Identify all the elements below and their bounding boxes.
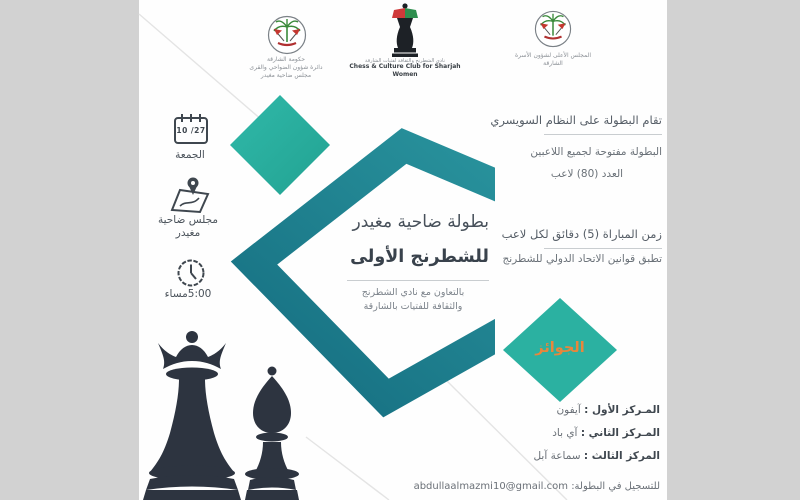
prize-third-label: المركز الثالث : xyxy=(583,450,660,462)
registration-line xyxy=(360,481,660,492)
left-logo-caption-2: دائرة شؤون الضواحي والقرى xyxy=(249,64,323,71)
clock-icon xyxy=(176,258,206,288)
rule-open-to-all: البطولة مفتوحة لجميع اللاعبين xyxy=(530,146,662,158)
prize-first-value: آيفون xyxy=(556,404,581,416)
prize-second-label: المـركز الثاني : xyxy=(580,427,660,439)
event-time: 5:00مساء xyxy=(164,288,212,300)
right-logo-caption-2: الشارقة xyxy=(543,60,563,67)
rules-divider-1 xyxy=(544,134,662,135)
center-logo-caption-ar: نادي الشطرنج والثقافة لفتيات الشارقة xyxy=(365,58,445,64)
venue-line1: مجلس ضاحية xyxy=(157,214,218,226)
tournament-title-line2: للشطرنج الأولى xyxy=(350,247,489,267)
sharjah-family-council-emblem-icon xyxy=(534,10,572,48)
sharjah-government-emblem-icon xyxy=(267,15,307,55)
chess-king-crown-icon xyxy=(382,2,428,58)
rule-swiss-system: تقام البطولة على النظام السويسري xyxy=(490,113,662,127)
title-subline1: بالتعاون مع نادي الشطرنج xyxy=(361,287,465,298)
rule-player-count: العدد (80) لاعب xyxy=(550,168,624,180)
left-logo-caption-1: حكومة الشارقة xyxy=(266,56,306,63)
title-divider xyxy=(347,280,489,281)
map-location-icon xyxy=(168,176,212,214)
tournament-title-line1: بطولة ضاحية مغيدر xyxy=(352,212,489,232)
venue-line2: مغيدر xyxy=(175,227,201,239)
right-logo-caption-1: المجلس الأعلى لشؤون الأسرة xyxy=(514,52,591,59)
prize-first-label: المـركز الأول : xyxy=(584,404,660,416)
prize-second-value: آي باد xyxy=(552,427,578,439)
rule-fide-laws: تطبق قوانين الاتحاد الدولي للشطرنج xyxy=(502,253,662,265)
center-logo-caption-en: Chess & Culture Club for Sharjah Women xyxy=(349,63,461,78)
rules-divider-2 xyxy=(544,248,662,249)
title-subline2: والثقافة للفتيات بالشارقة xyxy=(363,301,463,312)
bishop-silhouette xyxy=(245,367,299,500)
event-day: الجمعة xyxy=(175,149,205,161)
event-date: 10 /27 xyxy=(176,126,206,135)
registration-label: للتسجيل في البطولة: xyxy=(571,481,660,492)
prize-first xyxy=(480,404,660,416)
queen-silhouette xyxy=(143,331,241,500)
rule-match-time: زمن المباراة (5) دقائق لكل لاعب xyxy=(501,227,662,241)
left-logo-caption-3: مجلس ضاحية مغيدر xyxy=(260,72,312,79)
small-teal-diamond xyxy=(230,95,330,195)
registration-email: abdullaalmazmi10@gmail.com xyxy=(413,481,568,492)
prize-third xyxy=(480,450,660,462)
prize-third-value: سماعة آبل xyxy=(533,450,581,462)
diamond-c-shape xyxy=(254,146,560,398)
prizes-badge-label: الجوائز xyxy=(535,340,585,356)
prize-second xyxy=(480,427,660,439)
